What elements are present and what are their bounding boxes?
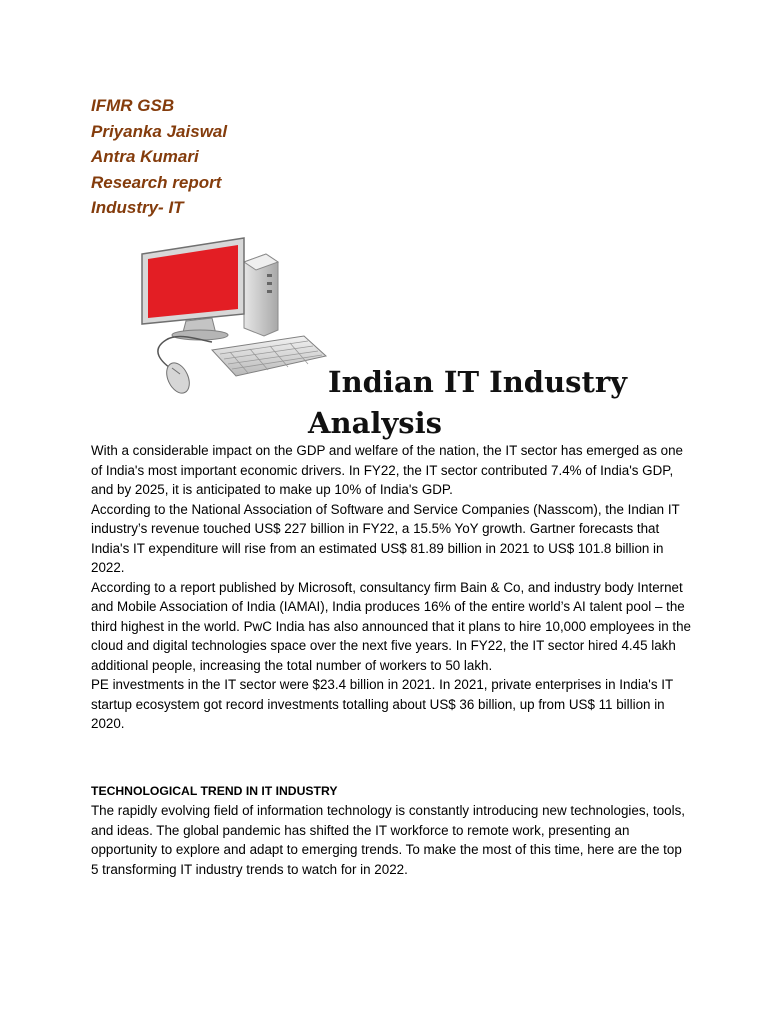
author-name-line: Priyanka Jaiswal (91, 121, 228, 141)
trend-paragraph: The rapidly evolving field of information technology is constantly introducing new technologies, tools, and ideas. The global pandemic has shifted the IT workforce to remote work, presenting an opportunity to explore and adapt to emerging trends. To make the most of this time, here are the top 5 transforming IT industry trends to watch for in 2022. (91, 803, 685, 877)
intro-paragraph: With a considerable impact on the GDP and welfare of the nation, the IT sector has emerged as one of India's most important economic drivers. In FY22, the IT sector contributed 7.4% of India's GDP, and by 2025, it is anticipated to make up 10% of India's GDP. (91, 443, 684, 497)
intro-paragraph: According to the National Association of Software and Service Companies (Nasscom), the Indian IT industry’s revenue touched US$ 227 billion in FY22, a 15.5% YoY growth. Gartner forecasts that India's IT expenditure will rise from an estimated US$ 81.89 billion in 2021 to US$ 101.8 billion in 2022. (91, 501, 680, 575)
section-heading: TECHNOLOGICAL TREND IN IT INDUSTRY (91, 784, 338, 798)
report-type-line: Research report (91, 172, 222, 192)
intro-section (91, 441, 691, 734)
title-line-2: Analysis (308, 406, 442, 440)
author-block (91, 93, 227, 221)
author-name-line: Antra Kumari (91, 147, 199, 166)
intro-paragraph: PE investments in the IT sector were $23.4 billion in 2021. In 2021, private enterprises in India's IT startup ecosystem got record investments totalling about US$ 36 billion, up from US$ 11 billion in 2020. (91, 677, 673, 731)
document-title (308, 362, 728, 444)
intro-paragraph: According to a report published by Microsoft, consultancy firm Bain & Co, and industry body Internet and Mobile Association of India (IAMAI), India produces 16% of the entire world’s AI talent pool – the third highest in the world. PwC India has also announced that it plans to hire 10,000 employees in the cloud and digital technologies space over the next five years. In FY22, the IT sector hired 4.45 lakh additional people, increasing the total number of workers to 50 lakh. (91, 579, 691, 673)
industry-line: Industry- IT (91, 198, 184, 217)
institution-line: IFMR GSB (91, 96, 175, 115)
title-line-1: Indian IT Industry (328, 365, 628, 399)
trend-section (91, 801, 691, 879)
